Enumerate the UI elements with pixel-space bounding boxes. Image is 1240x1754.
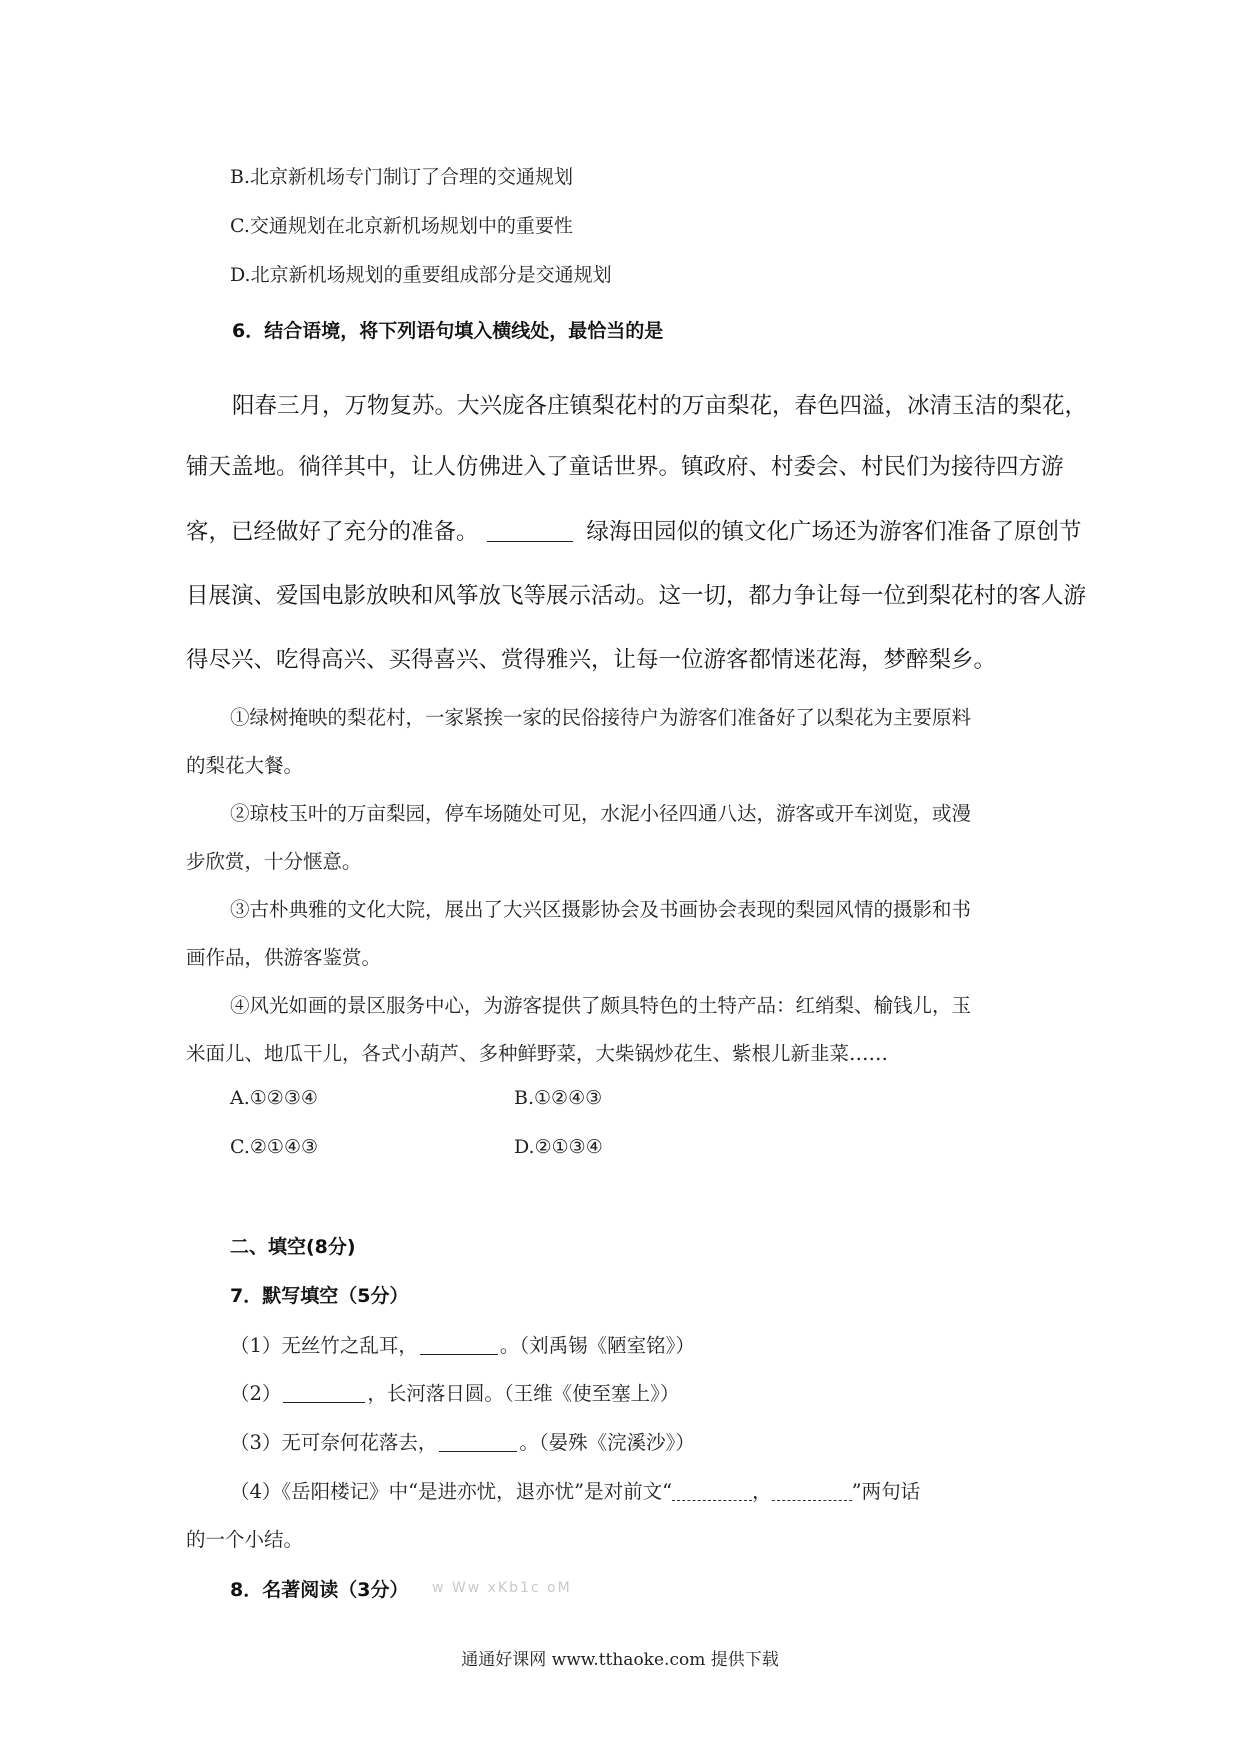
q6-passage-line2: 铺天盖地。徜徉其中，让人仿佛进入了童话世界。镇政府、村委会、村民们为接待四方游: [186, 454, 1064, 480]
q6-option-c: C.②①④③: [230, 1136, 319, 1158]
q7-item-4-mid: ，: [752, 1480, 772, 1503]
q6-passage-line4: 目展演、爱国电影放映和风筝放飞等展示活动。这一切，都力争让每一位到梨花村的客人游: [186, 583, 1087, 609]
page-footer: 通通好课网 www.tthaoke.com 提供下载: [461, 1650, 779, 1670]
q7-item-3-pre: （3）无可奈何花落去，: [230, 1431, 438, 1454]
q7-item-1-blank: [420, 1335, 498, 1356]
q6-sentence-3-line1: ③古朴典雅的文化大院，展出了大兴区摄影协会及书画协会表现的梨园风情的摄影和书: [230, 898, 972, 921]
q6-prompt-bold1: 横线处: [492, 320, 550, 342]
q7-item-4-blank-1: [672, 1481, 752, 1502]
q6-option-d: D.②①③④: [514, 1136, 603, 1158]
q6-answer-blank: [487, 519, 573, 543]
q6-prompt: [232, 316, 663, 343]
q5-option-c: C.交通规划在北京新机场规划中的重要性: [230, 215, 573, 237]
q7-item-3-blank: [439, 1432, 517, 1453]
q7-item-2-pre: （2）: [230, 1382, 282, 1405]
q7-item-1-pre: （1）无丝竹之乱耳，: [230, 1334, 418, 1357]
q7-item-2-post: ，长河落日圆。（王维《使至塞上》）: [367, 1382, 680, 1405]
q6-prompt-bold2: 最恰当: [568, 320, 626, 342]
q6-passage-line3-post: 绿海田园似的镇文化广场还为游客们准备了原创节: [586, 519, 1082, 545]
q6-prompt-mid: ，: [549, 320, 569, 342]
q6-sentence-1-line1: ①绿树掩映的梨花村，一家紧挨一家的民俗接待户为游客们准备好了以梨花为主要原料: [230, 706, 972, 729]
q7-item-2-blank: [283, 1383, 365, 1404]
q6-passage-line1: 阳春三月，万物复苏。大兴庞各庄镇梨花村的万亩梨花，春色四溢，冰清玉洁的梨花，: [232, 393, 1088, 419]
q7-item-4: [230, 1476, 920, 1504]
q8-title: 8．名著阅读（3分）: [230, 1579, 409, 1601]
q7-item-4-continuation: 的一个小结。: [186, 1528, 304, 1551]
q7-item-4-pre: （4）《岳阳楼记》中“是进亦忧，退亦忧”是对前文“: [230, 1480, 673, 1503]
q7-title: 7．默写填空（5分）: [230, 1285, 409, 1307]
q7-item-1-post: 。（刘禹锡《陋室铭》）: [499, 1334, 695, 1357]
q7-item-1: [230, 1330, 695, 1358]
q6-prompt-post: 的是: [625, 320, 664, 342]
watermark-text: w Ww xKb1c oM: [432, 1580, 572, 1596]
q6-sentence-2-line2: 步欣赏，十分惬意。: [186, 850, 362, 873]
q6-prompt-pre: 6．结合语境，将下列语句填入: [232, 320, 493, 342]
q6-sentence-4-line1: ④风光如画的景区服务中心，为游客提供了颇具特色的土特产品：红绡梨、榆钱儿，玉: [230, 994, 972, 1017]
q6-sentence-3-line2: 画作品，供游客鉴赏。: [186, 946, 382, 969]
q7-item-3-post: 。（晏殊《浣溪沙》）: [519, 1431, 695, 1454]
q7-item-2: [230, 1378, 679, 1406]
q6-passage-line5: 得尽兴、吃得高兴、买得喜兴、赏得雅兴，让每一位游客都情迷花海，梦醉梨乡。: [186, 647, 997, 673]
q5-option-d: D.北京新机场规划的重要组成部分是交通规划: [230, 264, 612, 286]
q6-sentence-1-line2: 的梨花大餐。: [186, 754, 304, 777]
q7-item-4-blank-2: [772, 1481, 852, 1502]
q6-option-b: B.①②④③: [514, 1087, 603, 1109]
section-2-title: 二、填空(8分): [230, 1236, 356, 1258]
q6-option-a: A.①②③④: [230, 1087, 318, 1109]
q7-item-3: [230, 1427, 695, 1455]
q7-item-4-post: ”两句话: [851, 1480, 921, 1503]
q6-sentence-2-line1: ②琼枝玉叶的万亩梨园，停车场随处可见，水泥小径四通八达，游客或开车浏览，或漫: [230, 802, 972, 825]
q5-option-b: B.北京新机场专门制订了合理的交通规划: [230, 166, 574, 188]
q6-passage-line3: [186, 514, 1082, 546]
q6-passage-line3-pre: 客，已经做好了充分的准备。: [186, 519, 479, 545]
q6-sentence-4-line2: 米面儿、地瓜干儿，各式小葫芦、多种鲜野菜，大柴锅炒花生、紫根儿新韭菜……: [186, 1042, 889, 1065]
